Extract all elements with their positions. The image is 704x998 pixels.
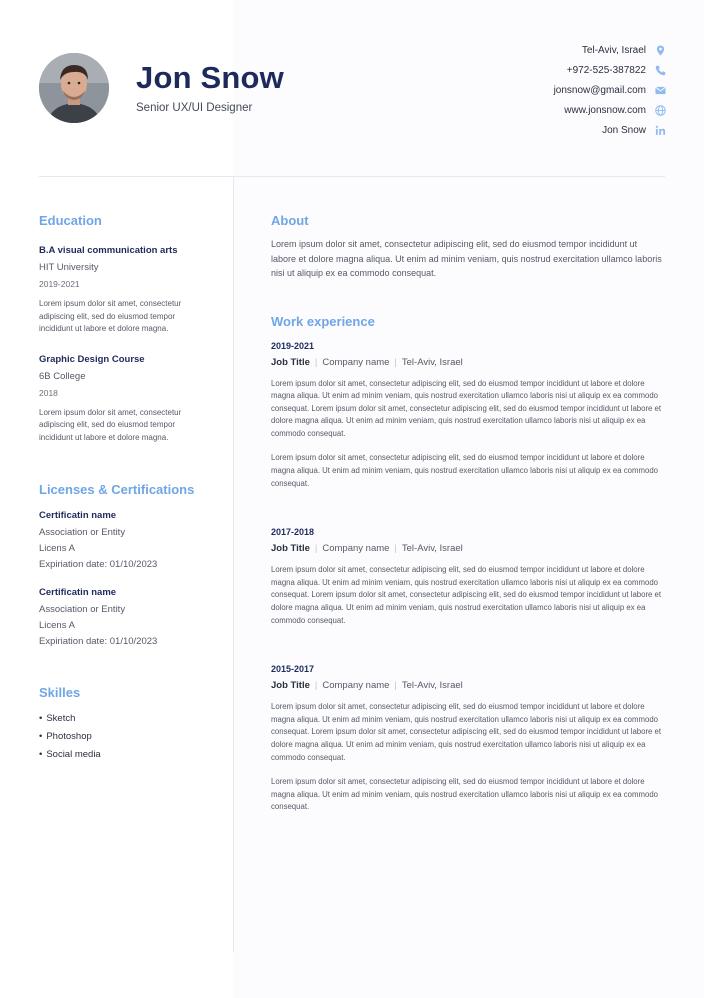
right-column — [271, 213, 666, 814]
license-expiry: Expiriation date: 01/10/2023 — [39, 636, 158, 647]
license-expiry: Expiriation date: 01/10/2023 — [39, 559, 158, 570]
contact-location-text: Tel-Aviv, Israel — [581, 44, 646, 56]
skills-heading: Skilles — [39, 685, 81, 700]
job-company: Company name — [322, 543, 390, 555]
education-item — [39, 354, 209, 445]
job-period: 2017-2018 — [271, 527, 315, 538]
education-years: 2018 — [39, 387, 58, 398]
license-org: Association or Entity — [39, 527, 126, 538]
separator: | — [314, 356, 318, 368]
contact-website[interactable] — [406, 100, 666, 120]
job-title: Job Title — [271, 680, 310, 692]
avatar — [39, 53, 109, 123]
job-info — [271, 357, 666, 368]
education-item — [39, 245, 209, 336]
contact-linkedin-text[interactable]: Jon Snow — [602, 124, 646, 136]
license-item — [39, 510, 209, 570]
job-entry — [271, 664, 666, 814]
header-divider — [39, 176, 665, 177]
contact-website-text[interactable]: www.jonsnow.com — [564, 104, 646, 116]
person-role: Senior UX/UI Designer — [136, 102, 253, 114]
about-text: Lorem ipsum dolor sit amet, consectetur adipiscing elit, sed do eiusmod tempor incididunt ut labore et dolore magna aliqua. Ut enim ad minim veniam, quis nostrud exercitation ullamco laboris nisi ut aliquip ex ea commodo consequat. — [271, 239, 662, 278]
job-title: Job Title — [271, 543, 310, 555]
education-description: Lorem ipsum dolor sit amet, consectetur adipiscing elit, sed do eiusmod tempor incididunt ut labore et dolore magna. — [39, 299, 182, 333]
license-type: Licens A — [39, 543, 75, 554]
job-description: Lorem ipsum dolor sit amet, consectetur adipiscing elit, sed do eiusmod tempor incididunt ut labore et dolore magna aliqua. Ut enim ad minim veniam, quis nostrud exercitation ullamco laboris nisi ut aliquip ex ea commodo consequat. — [271, 453, 659, 488]
separator: | — [394, 356, 397, 368]
license-name: Certificatin name — [39, 587, 117, 598]
avatar-photo — [39, 53, 109, 123]
about-heading: About — [271, 213, 309, 228]
license-org: Association or Entity — [39, 604, 126, 615]
job-description: Lorem ipsum dolor sit amet, consectetur adipiscing elit, sed do eiusmod tempor incididunt ut labore et dolore magna aliqua. Ut enim ad minim veniam, quis nostrud exercitation ullamco laboris nisi ut aliquip ex ea commodo consequat. Lorem ipsum dolor sit amet, consectetur adipiscing elit, sed do eiusmod tempor incididunt ut labore et dolore magna aliqua. Ut enim ad minim veniam, quis nostrud exercitation ullamco laboris nisi ut aliquip ex ea commodo consequat. — [271, 702, 662, 762]
skill-item: • Social media — [39, 749, 209, 767]
job-location: Tel-Aviv, Israel — [401, 543, 463, 555]
license-type: Licens A — [39, 620, 75, 631]
job-description: Lorem ipsum dolor sit amet, consectetur adipiscing elit, sed do eiusmod tempor incididunt ut labore et dolore magna aliqua. Ut enim ad minim veniam, quis nostrud exercitation ullamco laboris nisi ut aliquip ex ea commodo consequat. Lorem ipsum dolor sit amet, consectetur adipiscing elit, sed do eiusmod tempor incididunt ut labore et dolore magna aliqua. Ut enim ad minim veniam, quis nostrud exercitation ullamco laboris nisi ut aliquip ex ea commodo consequat. — [271, 378, 662, 438]
mail-icon — [655, 85, 666, 96]
job-info — [271, 543, 666, 554]
job-period: 2019-2021 — [271, 340, 315, 351]
location-icon — [655, 45, 666, 56]
job-company: Company name — [322, 356, 390, 368]
education-degree: Graphic Design Course — [39, 353, 145, 365]
licenses-heading: Licenses & Certifications — [39, 482, 195, 497]
education-heading: Education — [39, 213, 102, 228]
linkedin-icon — [655, 125, 666, 136]
contact-phone — [406, 60, 666, 80]
education-school: HIT University — [39, 262, 99, 273]
separator: | — [314, 543, 318, 555]
job-company: Company name — [322, 680, 390, 692]
job-period: 2015-2017 — [271, 664, 315, 675]
contact-list — [406, 40, 666, 140]
contact-linkedin[interactable] — [406, 120, 666, 140]
education-years: 2019-2021 — [39, 279, 80, 289]
job-description: Lorem ipsum dolor sit amet, consectetur adipiscing elit, sed do eiusmod tempor incididunt ut labore et dolore magna aliqua. Ut enim ad minim veniam, quis nostrud exercitation ullamco laboris nisi ut aliquip ex ea commodo consequat. — [271, 777, 659, 812]
column-divider — [233, 177, 234, 952]
education-degree: B.A visual communication arts — [39, 245, 178, 256]
separator: | — [314, 680, 318, 692]
job-entry — [271, 341, 666, 491]
job-info — [271, 680, 666, 691]
job-location: Tel-Aviv, Israel — [401, 680, 463, 692]
separator: | — [394, 543, 397, 555]
job-title: Job Title — [271, 356, 310, 368]
license-item — [39, 587, 209, 647]
contact-email-text[interactable]: jonsnow@gmail.com — [553, 84, 646, 96]
job-entry — [271, 527, 666, 627]
education-description: Lorem ipsum dolor sit amet, consectetur adipiscing elit, sed do eiusmod tempor incididunt ut labore et dolore magna. — [39, 407, 182, 442]
skills-list — [39, 713, 209, 767]
separator: | — [394, 680, 397, 692]
globe-icon — [655, 105, 666, 116]
contact-location — [406, 40, 666, 60]
phone-icon — [655, 65, 666, 76]
contact-phone-text: +972-525-387822 — [566, 64, 646, 76]
job-description: Lorem ipsum dolor sit amet, consectetur adipiscing elit, sed do eiusmod tempor incididunt ut labore et dolore magna aliqua. Ut enim ad minim veniam, quis nostrud exercitation ullamco laboris nisi ut aliquip ex ea commodo consequat. Lorem ipsum dolor sit amet, consectetur adipiscing elit, sed do eiusmod tempor incididunt ut labore et dolore magna aliqua. Ut enim ad minim veniam, quis nostrud exercitation ullamco laboris nisi ut aliquip ex ea commodo consequat. — [271, 565, 662, 625]
skill-item: • Photoshop — [39, 731, 209, 749]
contact-email[interactable] — [406, 80, 666, 100]
education-school: 6B College — [39, 370, 86, 382]
work-heading: Work experience — [271, 313, 375, 329]
left-column — [39, 213, 209, 767]
license-name: Certificatin name — [39, 510, 117, 521]
skill-item: • Sketch — [39, 713, 209, 731]
job-location: Tel-Aviv, Israel — [401, 356, 463, 368]
person-name: Jon Snow — [136, 60, 284, 95]
